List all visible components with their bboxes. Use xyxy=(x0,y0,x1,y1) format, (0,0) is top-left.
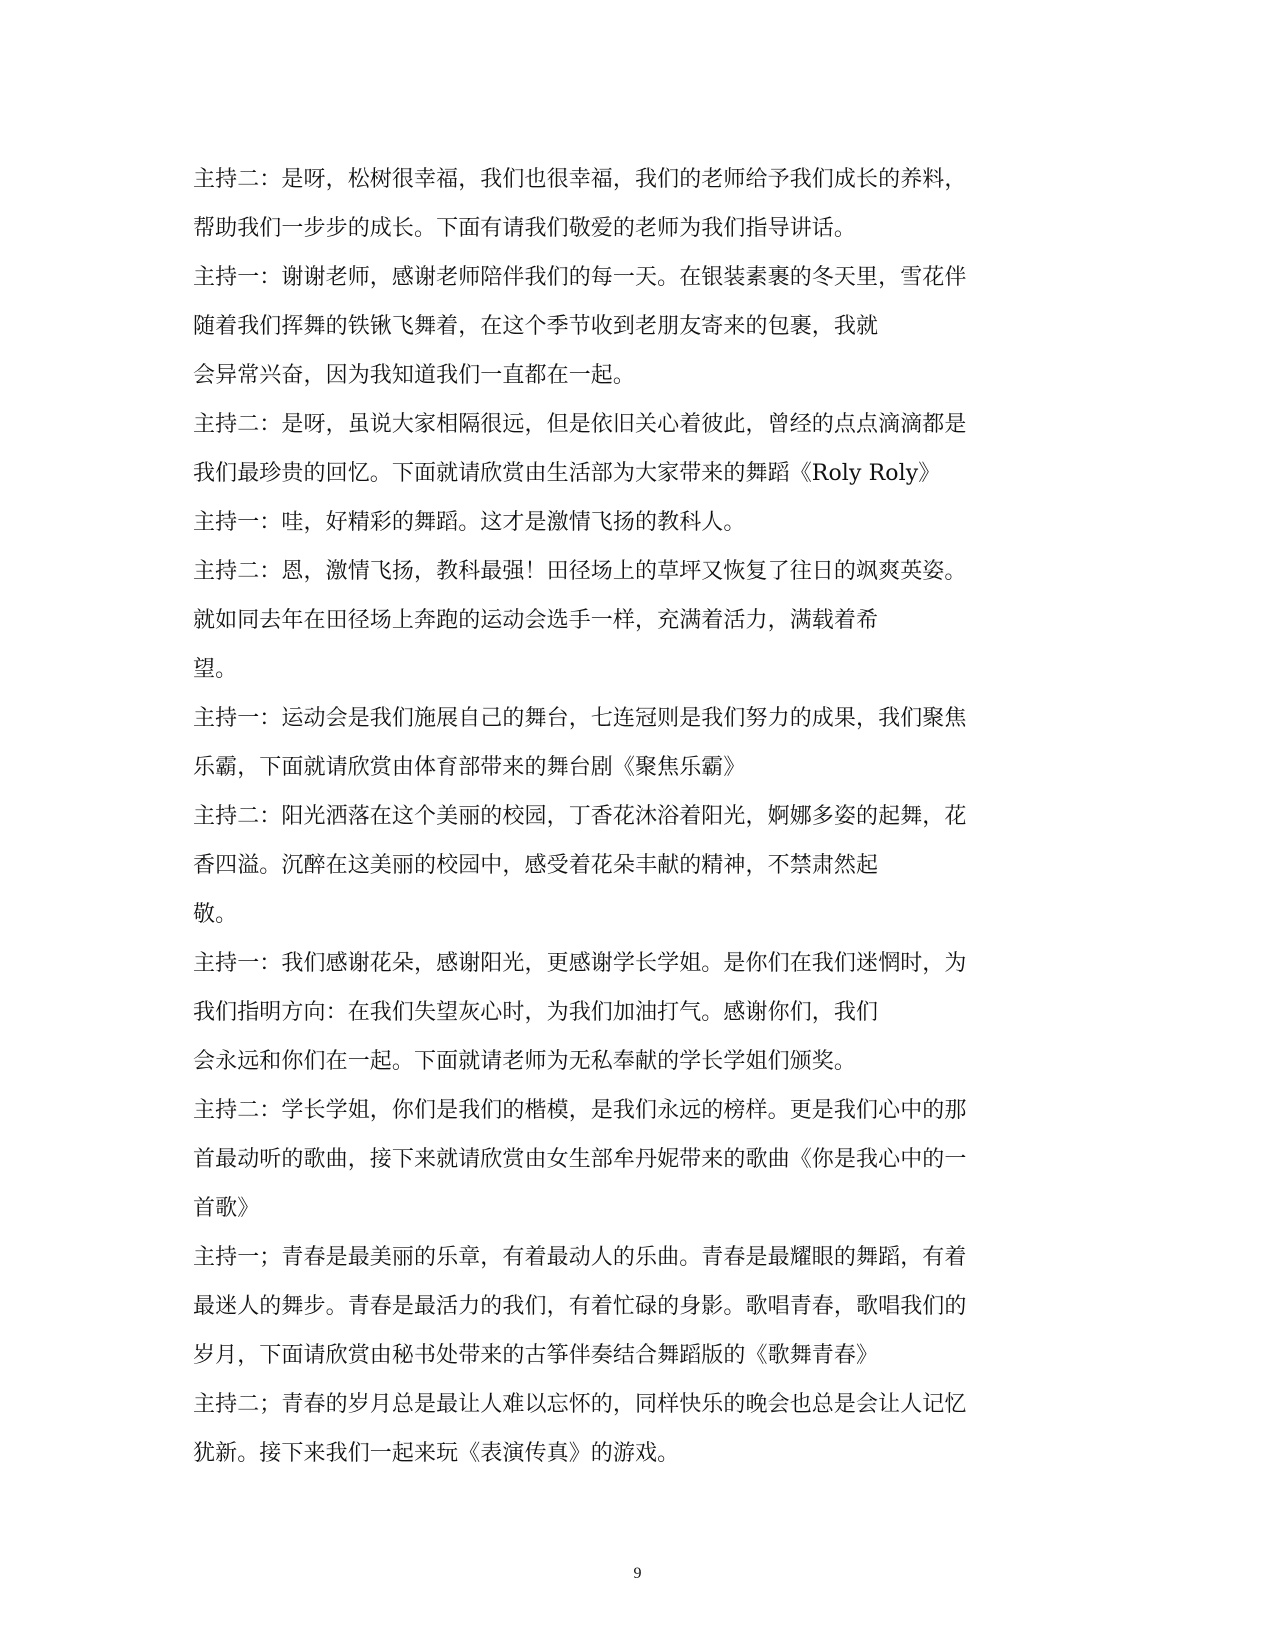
text-line: 主持二：是呀，松树很幸福，我们也很幸福，我们的老师给予我们成长的养料， xyxy=(193,167,967,192)
text-line: 主持一：运动会是我们施展自己的舞台，七连冠则是我们努力的成果，我们聚焦 xyxy=(193,706,967,731)
text-line: 首歌》 xyxy=(193,1196,260,1221)
text-line: 主持一：谢谢老师，感谢老师陪伴我们的每一天。在银装素裹的冬天里，雪花伴 xyxy=(193,265,967,290)
text-line: 随着我们挥舞的铁锹飞舞着，在这个季节收到老朋友寄来的包裹，我就 xyxy=(193,314,879,339)
text-line: 最迷人的舞步。青春是最活力的我们，有着忙碌的身影。歌唱青春，歌唱我们的 xyxy=(193,1294,967,1319)
text-line: 就如同去年在田径场上奔跑的运动会选手一样，充满着活力，满载着希 xyxy=(193,608,879,633)
text-line: 首最动听的歌曲，接下来就请欣赏由女生部牟丹妮带来的歌曲《你是我心中的一 xyxy=(193,1147,967,1172)
text-line: 敬。 xyxy=(193,902,238,927)
text-line: 主持二：学长学姐，你们是我们的楷模，是我们永远的榜样。更是我们心中的那 xyxy=(193,1098,967,1123)
text-line: 我们指明方向：在我们失望灰心时，为我们加油打气。感谢你们，我们 xyxy=(193,1000,879,1025)
text-line: 主持二：是呀，虽说大家相隔很远，但是依旧关心着彼此，曾经的点点滴滴都是 xyxy=(193,412,967,437)
text-line: 主持二：阳光洒落在这个美丽的校园，丁香花沐浴着阳光，婀娜多姿的起舞，花 xyxy=(193,804,967,829)
text-line: 会异常兴奋，因为我知道我们一直都在一起。 xyxy=(193,363,636,388)
text-line: 香四溢。沉醉在这美丽的校园中，感受着花朵丰献的精神，不禁肃然起 xyxy=(193,853,879,878)
text-line: 主持二；青春的岁月总是最让人难以忘怀的，同样快乐的晚会也总是会让人记忆 xyxy=(193,1392,967,1417)
text-line: 主持二：恩，激情飞扬，教科最强！田径场上的草坪又恢复了往日的飒爽英姿。 xyxy=(193,559,967,584)
text-line: 会永远和你们在一起。下面就请老师为无私奉献的学长学姐们颁奖。 xyxy=(193,1049,857,1074)
text-line: 主持一：我们感谢花朵，感谢阳光，更感谢学长学姐。是你们在我们迷惘时，为 xyxy=(193,951,967,976)
text-line: 犹新。接下来我们一起来玩《表演传真》的游戏。 xyxy=(193,1441,680,1466)
text-line: 岁月，下面请欣赏由秘书处带来的古筝伴奏结合舞蹈版的《歌舞青春》 xyxy=(193,1343,879,1368)
text-line: 主持一；青春是最美丽的乐章，有着最动人的乐曲。青春是最耀眼的舞蹈，有着 xyxy=(193,1245,967,1270)
document-body xyxy=(193,155,1073,1478)
text-line: 望。 xyxy=(193,657,238,682)
text-line: 主持一：哇，好精彩的舞蹈。这才是激情飞扬的教科人。 xyxy=(193,510,746,535)
page-number: 9 xyxy=(633,1565,642,1582)
text-line: 乐霸，下面就请欣赏由体育部带来的舞台剧《聚焦乐霸》 xyxy=(193,755,746,780)
text-line: 我们最珍贵的回忆。下面就请欣赏由生活部为大家带来的舞蹈《Roly Roly》 xyxy=(193,461,941,486)
text-line: 帮助我们一步步的成长。下面有请我们敬爱的老师为我们指导讲话。 xyxy=(193,216,857,241)
